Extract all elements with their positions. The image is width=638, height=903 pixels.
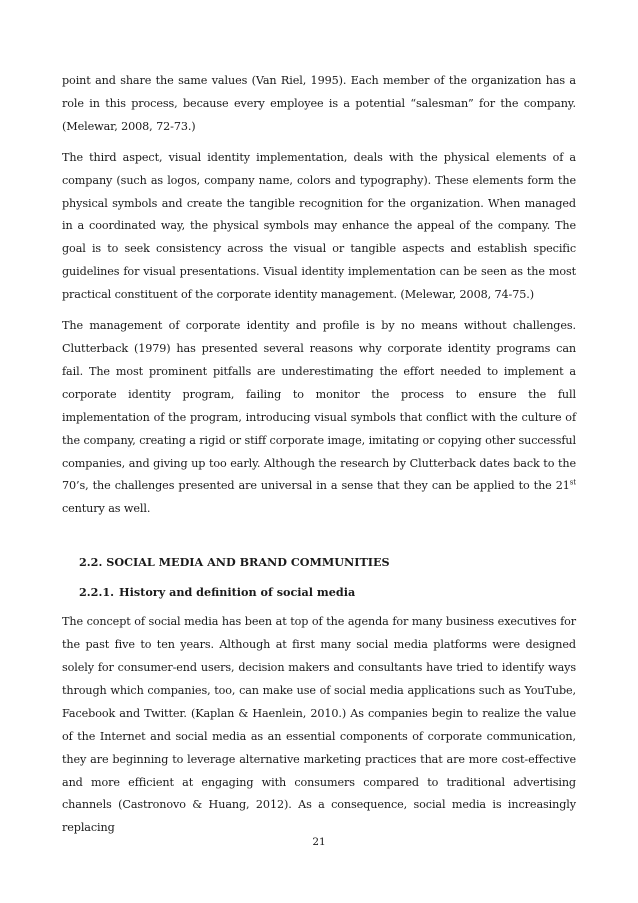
paragraph-challenges-end: century as well. xyxy=(62,502,151,516)
section-heading-block xyxy=(62,551,576,603)
page-body xyxy=(62,70,576,840)
subsection-number: 2.2.1. xyxy=(79,585,115,600)
paragraph-challenges-text: The management of corporate identity and profile is by no means without challenges. Clutterback (1979) has presented several reasons why corporate identity programs can fail. The most prominent pitfalls are underestimating the effort needed to implement a corporate identity program, failing to monitor the process to ensure the full implementation of the program, introducing visual symbols that conflict with the culture of the company, creating a rigid or stiff corporate image, imitating or copying other successful companies, and giving up too early. Although the research by Clutterback dates back to the 70’s, the challenges presented are universal in a sense that they can be applied to the 21 xyxy=(62,319,576,493)
paragraph-challenges xyxy=(62,315,576,521)
paragraph-continued: point and share the same values (Van Riel, 1995). Each member of the organization has a role in this process, because every employee is a potential “salesman” for the company. (Melewar, 2008, 72-73.) xyxy=(62,74,576,133)
page-number: 21 xyxy=(312,836,326,848)
subsection-heading xyxy=(79,581,576,603)
paragraph-visual-identity: The third aspect, visual identity implementation, deals with the physical elements of a company (such as logos, company name, colors and typography). These elements form the physical symbols and create the tangible recognition for the organization. When managed in a coordinated way, the physical symbols may enhance the appeal of the company. The goal is to seek consistency across the visual or tangible aspects and establish specific guidelines for visual presentations. Visual identity implementation can be seen as the most practical constituent of the corporate identity management. (Melewar, 2008, 74-75.) xyxy=(62,150,576,302)
ordinal-superscript: st xyxy=(569,478,576,487)
section-heading: 2.2. SOCIAL MEDIA AND BRAND COMMUNITIES xyxy=(79,555,390,570)
paragraph-social-media: The concept of social media has been at top of the agenda for many business executives for the past five to ten years. Although at first many social media platforms were designed solely for consumer-end users, decision makers and consultants have tried to identify ways through which companies, too, can make use of social media applications such as YouTube, Facebook and Twitter. (Kaplan & Haenlein, 2010.) As companies begin to realize the value of the Internet and social media as an essential components of corporate communication, they are beginning to leverage alternative marketing practices that are more cost-effective and more efficient at engaging with consumers compared to traditional advertising channels (Castronovo & Huang, 2012). As a consequence, social media is increasingly replacing xyxy=(62,615,576,835)
subsection-title: History and definition of social media xyxy=(119,585,356,600)
